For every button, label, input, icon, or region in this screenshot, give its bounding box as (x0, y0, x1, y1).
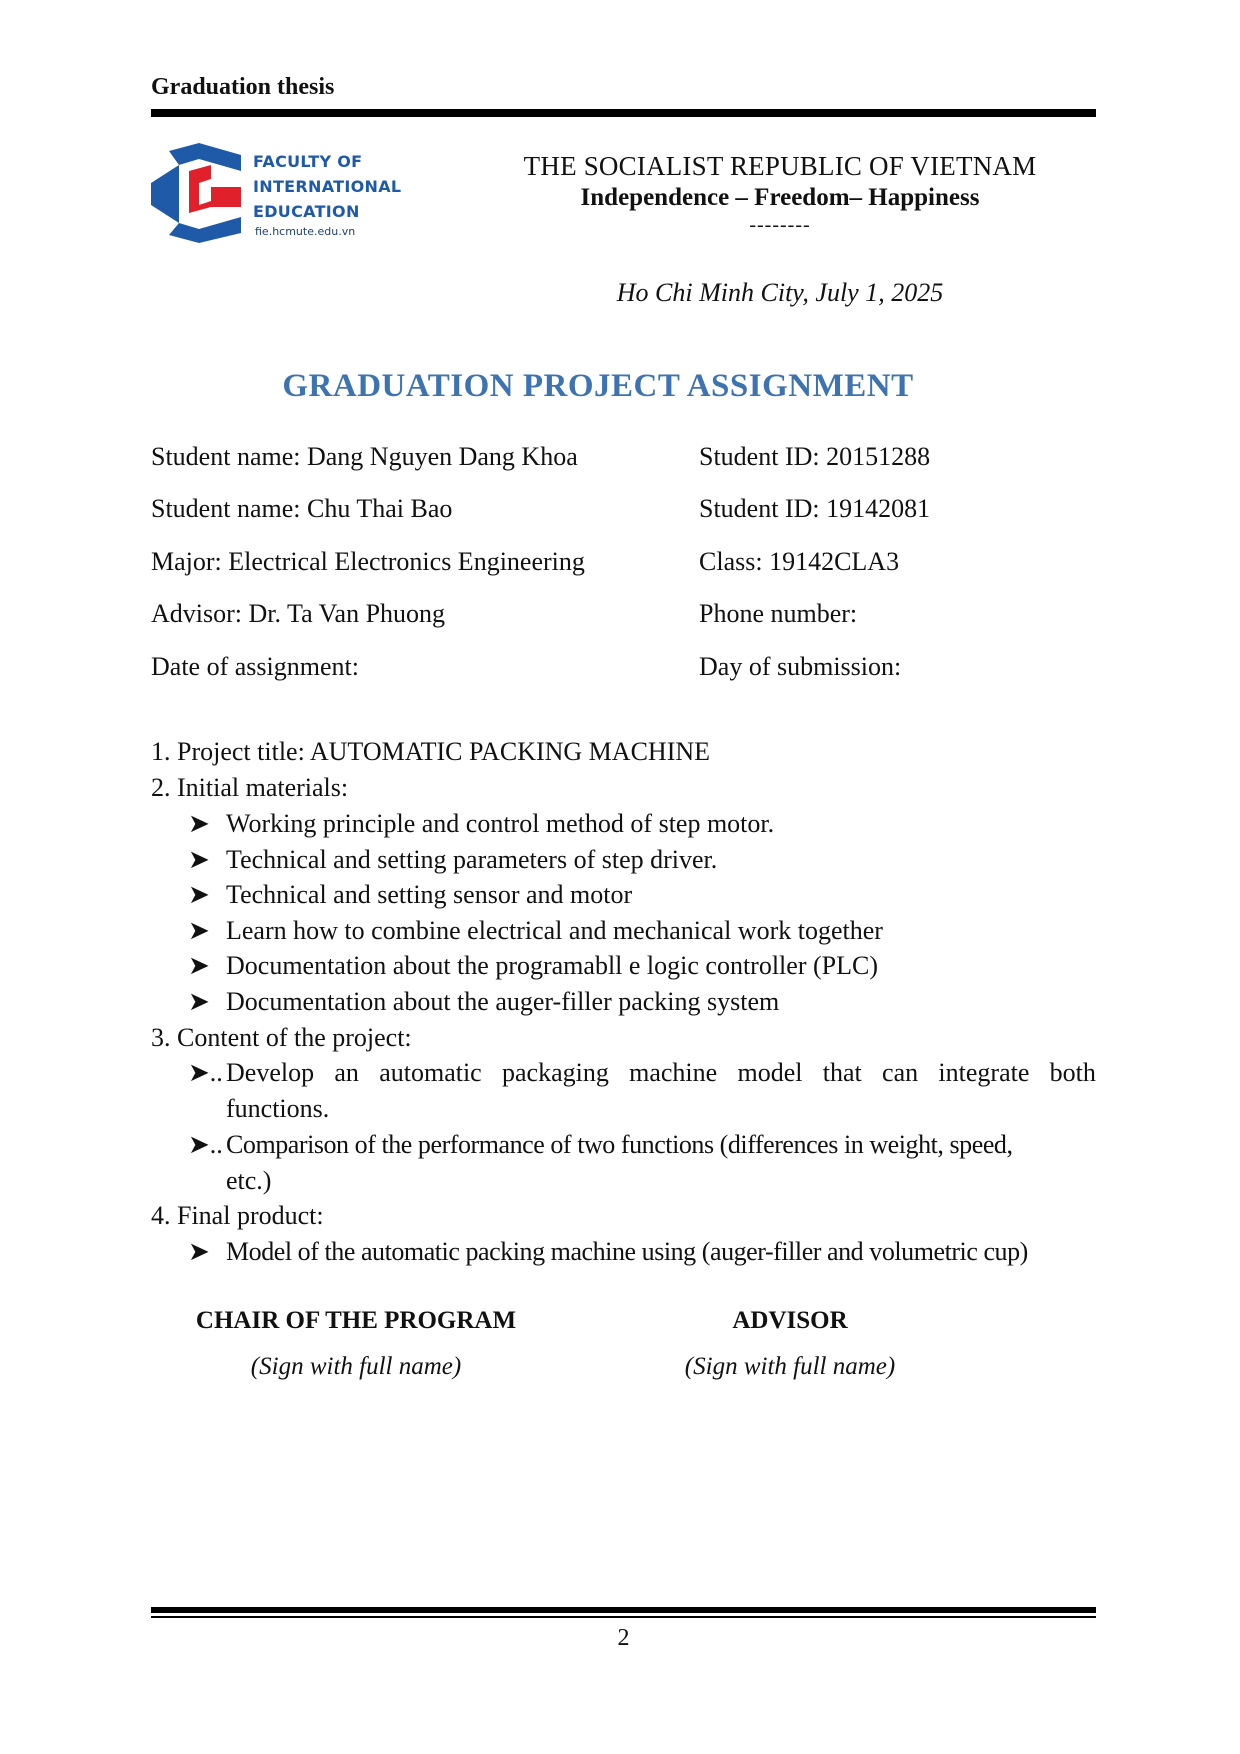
word: model (737, 1058, 803, 1087)
faculty-logo-text (253, 149, 401, 224)
list-item-text: Documentation about the auger-filler packing system (226, 987, 780, 1016)
page-number: 2 (617, 1625, 630, 1651)
info-left: Date of assignment: (151, 652, 359, 681)
bullet-arrow-icon: ➤.. (188, 1130, 223, 1159)
bullet-arrow-icon: ➤ (188, 845, 210, 874)
info-right: Student ID: 20151288 (699, 442, 931, 471)
word: automatic (379, 1058, 482, 1087)
bullet-arrow-icon: ➤ (188, 916, 210, 945)
info-left: Major: Electrical Electronics Engineering (151, 547, 585, 576)
initial-materials-heading: 2. Initial materials: (151, 773, 349, 802)
bullet-arrow-icon: ➤ (188, 809, 210, 838)
chair-signature-note: (Sign with full name) (250, 1353, 462, 1380)
list-item-text-cont: functions. (226, 1094, 330, 1123)
info-left: Advisor: Dr. Ta Van Phuong (151, 599, 446, 628)
word: both (1049, 1058, 1096, 1087)
republic-heading (490, 150, 1070, 236)
word: that (822, 1058, 862, 1087)
info-left: Student name: Chu Thai Bao (151, 494, 453, 523)
info-row (151, 652, 1096, 692)
logo-line-3: EDUCATION (253, 202, 360, 221)
footer-divider (151, 1607, 1096, 1613)
list-item-text (226, 1058, 1096, 1088)
logo-line-1: FACULTY OF (253, 152, 363, 171)
bullet-arrow-icon: ➤ (188, 987, 210, 1016)
advisor-signature-title: ADVISOR (732, 1307, 848, 1334)
list-item-text: Documentation about the programabll e logic controller (PLC) (226, 951, 878, 980)
info-row (151, 599, 1096, 639)
list-item-text: Learn how to combine electrical and mechanical work together (226, 916, 883, 945)
project-title-line: 1. Project title: AUTOMATIC PACKING MACHINE (151, 737, 711, 766)
list-item-text: Technical and setting sensor and motor (226, 880, 633, 909)
faculty-logo-icon (151, 143, 246, 243)
header-label: Graduation thesis (151, 74, 335, 100)
bullet-arrow-icon: ➤ (188, 1237, 210, 1266)
list-item-text: Working principle and control method of step motor. (226, 809, 775, 838)
word: Develop (226, 1058, 315, 1087)
word: integrate (938, 1058, 1030, 1087)
footer-divider-thin (151, 1616, 1096, 1618)
list-item-text-cont: etc.) (226, 1166, 272, 1195)
faculty-logo (151, 143, 402, 248)
page-title: GRADUATION PROJECT ASSIGNMENT (282, 368, 914, 404)
final-product-heading: 4. Final product: (151, 1201, 324, 1230)
republic-name: THE SOCIALIST REPUBLIC OF VIETNAM (523, 151, 1037, 181)
word: packaging (502, 1058, 609, 1087)
info-right: Student ID: 19142081 (699, 494, 931, 523)
bullet-arrow-icon: ➤ (188, 951, 210, 980)
list-item-text: Model of the automatic packing machine using (auger-filler and volumetric cup) (226, 1237, 1028, 1266)
bullet-arrow-icon: ➤.. (188, 1058, 223, 1087)
content-heading: 3. Content of the project: (151, 1023, 412, 1052)
list-item-text: Comparison of the performance of two functions (differences in weight, speed, (226, 1130, 1013, 1159)
republic-separator: -------- (749, 214, 811, 236)
header-divider (151, 109, 1096, 117)
document-date: Ho Chi Minh City, July 1, 2025 (616, 278, 944, 307)
logo-line-2: INTERNATIONAL (253, 177, 402, 196)
word: an (334, 1058, 359, 1087)
logo-url: fie.hcmute.edu.vn (255, 225, 356, 238)
word: machine (629, 1058, 718, 1087)
chair-signature-title: CHAIR OF THE PROGRAM (195, 1307, 517, 1334)
info-row (151, 494, 1096, 534)
info-row (151, 442, 1096, 482)
info-row (151, 547, 1096, 587)
bullet-arrow-icon: ➤ (188, 880, 210, 909)
advisor-signature-note: (Sign with full name) (684, 1353, 896, 1380)
info-left: Student name: Dang Nguyen Dang Khoa (151, 442, 578, 471)
republic-motto: Independence – Freedom– Happiness (580, 184, 980, 211)
info-right: Phone number: (699, 599, 858, 628)
info-right: Class: 19142CLA3 (699, 547, 900, 576)
info-right: Day of submission: (699, 652, 902, 681)
word: can (882, 1058, 919, 1087)
list-item-text: Technical and setting parameters of step driver. (226, 845, 718, 874)
